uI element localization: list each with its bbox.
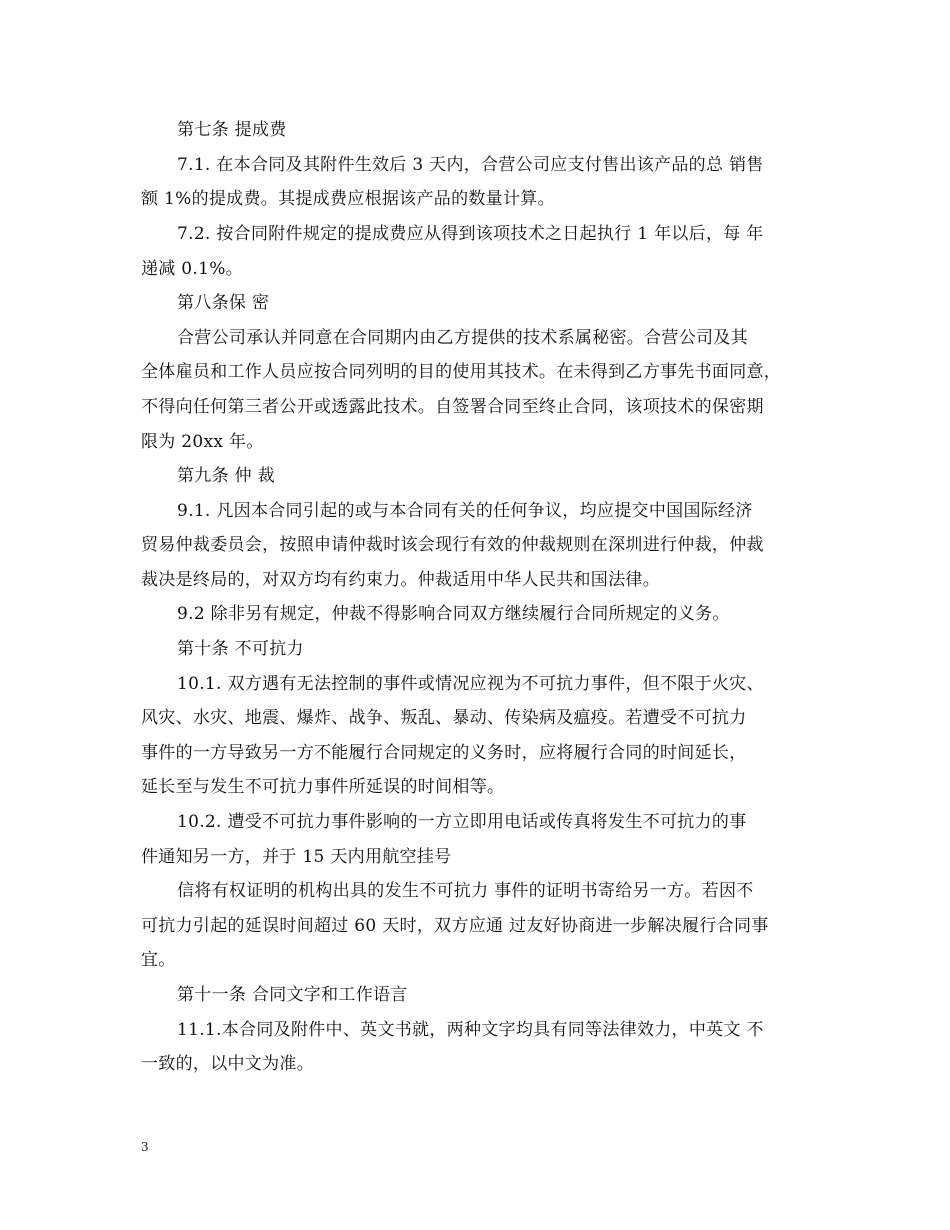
- article-11-heading: 第十一条 合同文字和工作语言: [177, 985, 408, 1005]
- paragraph-line: 贸易仲裁委员会，按照申请仲裁时该会现行有效的仲裁规则在深圳进行仲裁，仲裁: [141, 535, 764, 555]
- paragraph-line: 10.2. 遭受不可抗力事件影响的一方立即用电话或传真将发生不可抗力的事: [177, 812, 747, 832]
- paragraph-line: 7.1. 在本合同及其附件生效后 3 天内，合营公司应支付售出该产品的总 销售: [177, 155, 764, 175]
- paragraph-line: 可抗力引起的延误时间超过 60 天时，双方应通 过友好协商进一步解决履行合同事: [141, 916, 769, 936]
- paragraph-line: 额 1%的提成费。其提成费应根据该产品的数量计算。: [141, 189, 555, 209]
- paragraph-line: 合营公司承认并同意在合同期内由乙方提供的技术系属秘密。合营公司及其: [177, 328, 748, 348]
- paragraph-line: 限为 20xx 年。: [141, 432, 264, 452]
- paragraph-line: 11.1.本合同及附件中、英文书就，两种文字均具有同等法律效力，中英文 不: [177, 1020, 764, 1040]
- paragraph-line: 延长至与发生不可抗力事件所延误的时间相等。: [141, 777, 505, 797]
- paragraph-line: 全体雇员和工作人员应按合同列明的目的使用其技术。在未得到乙方事先书面同意，: [141, 362, 782, 382]
- paragraph-line: 事件的一方导致另一方不能履行合同规定的义务时，应将履行合同的时间延长，: [141, 743, 747, 763]
- article-7-heading: 第七条 提成费: [177, 120, 287, 140]
- paragraph-line: 件通知另一方，并于 15 天内用航空挂号: [141, 847, 452, 867]
- paragraph-line: 递减 0.1%。: [141, 259, 243, 279]
- page-number: 3: [141, 1140, 149, 1154]
- paragraph-line: 10.1. 双方遇有无法控制的事件或情况应视为不可抗力事件，但不限于火灾、: [177, 674, 764, 694]
- paragraph-line: 信将有权证明的机构出具的发生不可抗力 事件的证明书寄给另一方。若因不: [177, 881, 754, 901]
- paragraph-line: 裁决是终局的，对双方均有约束力。仲裁适用中华人民共和国法律。: [141, 570, 660, 590]
- article-10-heading: 第十条 不可抗力: [177, 639, 304, 659]
- article-8-heading: 第八条保 密: [177, 293, 270, 313]
- paragraph-line: 一致的，以中文为准。: [141, 1054, 314, 1074]
- paragraph-line: 9.2 除非另有规定，仲裁不得影响合同双方继续履行合同所规定的义务。: [177, 604, 730, 624]
- paragraph-line: 宜。: [141, 950, 176, 970]
- paragraph-line: 风灾、水灾、地震、爆炸、战争、叛乱、暴动、传染病及瘟疫。若遭受不可抗力: [141, 708, 747, 728]
- paragraph-line: 9.1. 凡因本合同引起的或与本合同有关的任何争议，均应提交中国国际经济: [177, 501, 753, 521]
- article-9-heading: 第九条 仲 裁: [177, 466, 275, 486]
- paragraph-line: 不得向任何第三者公开或透露此技术。自签署合同至终止合同，该项技术的保密期: [141, 397, 764, 417]
- paragraph-line: 7.2. 按合同附件规定的提成费应从得到该项技术之日起执行 1 年以后，每 年: [177, 224, 764, 244]
